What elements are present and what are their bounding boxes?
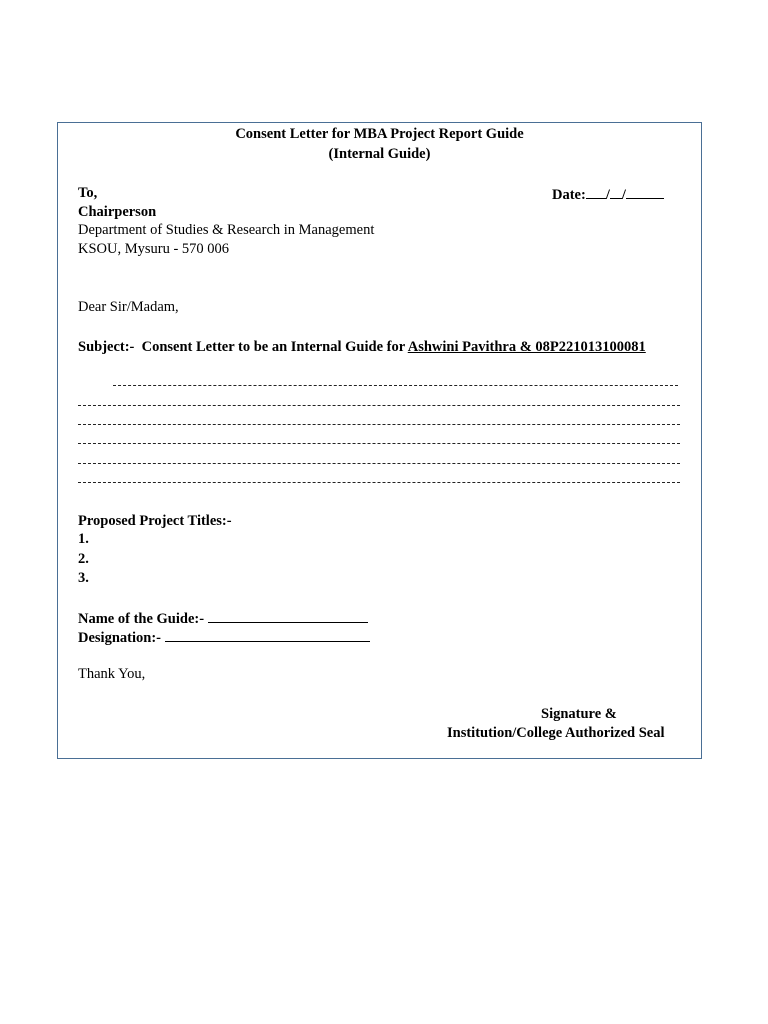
date-month-blank: [610, 184, 622, 199]
body-dashed-line: [78, 424, 680, 425]
department: Department of Studies & Research in Management: [78, 222, 375, 238]
subject-line: [78, 338, 646, 356]
designation-field: [78, 627, 370, 647]
date-label: Date:: [552, 187, 586, 203]
date-field: [552, 184, 664, 204]
project-titles-heading: Proposed Project Titles:-: [78, 513, 232, 529]
designation-label: Designation:-: [78, 630, 165, 646]
guide-name-blank: [208, 608, 368, 623]
student-name-id: Ashwini Pavithra & 08P221013100081: [407, 339, 646, 355]
date-separator: /: [621, 187, 626, 203]
body-dashed-line: [113, 385, 678, 386]
date-separator: /: [605, 187, 610, 203]
to-label: To,: [78, 185, 98, 201]
body-dashed-line: [78, 405, 680, 406]
date-day-blank: [586, 184, 606, 199]
project-title-item: 2.: [78, 551, 89, 567]
guide-name-field: [78, 608, 368, 628]
closing: Thank You,: [78, 666, 146, 682]
signature-label: Signature &: [541, 706, 617, 722]
designation-blank: [165, 627, 370, 642]
guide-name-label: Name of the Guide:-: [78, 611, 208, 627]
body-dashed-line: [78, 482, 680, 483]
recipient: Chairperson: [78, 204, 157, 220]
project-title-item: 3.: [78, 570, 89, 586]
body-dashed-line: [78, 443, 680, 444]
date-year-blank: [626, 184, 664, 199]
letter-title: Consent Letter for MBA Project Report Guide: [235, 126, 524, 142]
salutation: Dear Sir/Madam,: [78, 299, 179, 315]
body-dashed-line: [78, 463, 680, 464]
subject-label: Subject:- Consent Letter to be an Internal Guide for: [78, 339, 408, 355]
seal-label: Institution/College Authorized Seal: [447, 725, 665, 741]
institution-address: KSOU, Mysuru - 570 006: [78, 241, 230, 257]
letter-subtitle: (Internal Guide): [328, 146, 431, 162]
project-title-item: 1.: [78, 531, 89, 547]
